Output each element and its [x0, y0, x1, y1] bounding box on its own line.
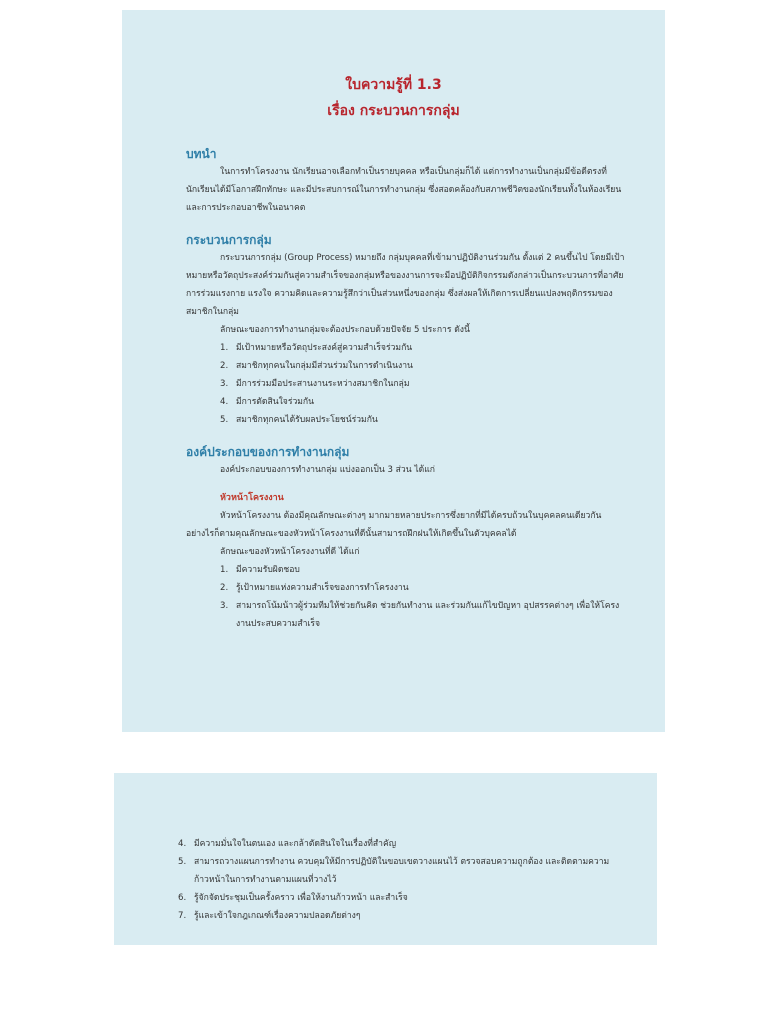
process-factor-list: [186, 339, 629, 429]
process-section: [186, 231, 629, 429]
page-1-content: [186, 145, 629, 633]
list-item: 1. มีเป้าหมายหรือวัตถุประสงค์สู่ความสำเร็จร่วมกัน: [220, 343, 413, 353]
list-item: 2. สมาชิกทุกคนในกลุ่มมีส่วนร่วมในการดำเนินงาน: [220, 361, 413, 371]
list-item: 2. รู้เป้าหมายแห่งความสำเร็จของการทำโครงงาน: [220, 583, 409, 593]
list-item: 3. สามารถโน้มน้าวผู้ร่วมทีมให้ช่วยกันคิด ช่วยกันทำงาน และร่วมกันแก้ไขปัญหา อุปสรรคต่างๆ เพื่อให้โครงงานประสบความสำเร็จ: [220, 601, 620, 629]
process-paragraph: กระบวนการกลุ่ม (Group Process) หมายถึง กลุ่มบุคคลที่เข้ามาปฏิบัติงานร่วมกัน ตั้งแต่ 2 คนขึ้นไป โดยมีเป้าหมายหรือวัตถุประสงค์ร่วมกันสู่ความสำเร็จของกลุ่มหรือของงานการจะมีอปฏิบัติกิจกรรมดังกล่าวเป็นกระบวนการที่อาศัยการร่วมแรงกาย แรงใจ ความคิดและความรู้สึกว่าเป็นส่วนหนึ่งของกลุ่ม ซึ่งส่งผลให้เกิดการเปลี่ยนแปลงพฤติกรรมของสมาชิกในกลุ่ม: [186, 253, 625, 317]
list-item: 7. รู้และเข้าใจกฎเกณฑ์เรื่องความปลอดภัยต่างๆ: [178, 911, 361, 921]
document-page-1: [122, 10, 665, 732]
components-section: [186, 443, 629, 633]
list-item: 4. มีความมั่นใจในตนเอง และกล้าตัดสินใจในเรื่องที่สำคัญ: [178, 839, 397, 849]
leader-trait-list: [186, 561, 629, 633]
document-subtitle: เรื่อง กระบวนการกลุ่ม: [327, 103, 460, 119]
list-item: 6. รู้จักจัดประชุมเป็นครั้งคราว เพื่อให้งานก้าวหน้า และสำเร็จ: [178, 893, 408, 903]
leader-paragraph: หัวหน้าโครงงาน ต้องมีคุณลักษณะต่างๆ มากมายหลายประการซึ่งยากที่มีได้ครบถ้วนในบุคคลคนเดียวกัน อย่างไรก็ตามคุณลักษณะของหัวหน้าโครงงานที่ดีนั้นสามารถฝึกฝนให้เกิดขึ้นในตัวบุคคลได้: [186, 511, 602, 539]
list-item: 3. มีการร่วมมือประสานงานระหว่างสมาชิกในกลุ่ม: [220, 379, 410, 389]
components-heading: องค์ประกอบของการทำงานกลุ่ม: [186, 445, 350, 459]
intro-heading: บทนำ: [186, 147, 217, 161]
list-item: 4. มีการตัดสินใจร่วมกัน: [220, 397, 315, 407]
process-list-intro: ลักษณะของการทำงานกลุ่มจะต้องประกอบด้วยปัจจัย 5 ประการ ดังนี้: [220, 325, 470, 335]
leader-subheading: หัวหน้าโครงงาน: [220, 493, 284, 503]
process-heading: กระบวนการกลุ่ม: [186, 233, 272, 247]
components-paragraph: องค์ประกอบของการทำงานกลุ่ม แบ่งออกเป็น 3 ส่วน ได้แก่: [220, 465, 435, 475]
leader-list-intro: ลักษณะของหัวหน้าโครงงานที่ดี ได้แก่: [220, 547, 360, 557]
list-item: 5. สามารถวางแผนการทำงาน ควบคุมให้มีการปฏิบัติในขอบเขตวางแผนไว้ ตรวจสอบความถูกต้อง และติดตามความก้าวหน้าในการทำงานตามแผนที่วางไว้: [178, 857, 610, 885]
list-item: 5. สมาชิกทุกคนได้รับผลประโยชน์ร่วมกัน: [220, 415, 378, 425]
document-page-2: [114, 773, 657, 945]
leader-trait-list-continued: [178, 835, 621, 925]
document-title: ใบความรู้ที่ 1.3: [345, 77, 442, 93]
intro-section: [186, 145, 629, 217]
page-2-content: [178, 835, 621, 925]
list-item: 1. มีความรับผิดชอบ: [220, 565, 300, 575]
intro-paragraph: ในการทำโครงงาน นักเรียนอาจเลือกทำเป็นรายบุคคล หรือเป็นกลุ่มก็ได้ แต่การทำงานเป็นกลุ่มมีข้อดีตรงที่นักเรียนได้มีโอกาสฝึกทักษะ และมีประสบการณ์ในการทำงานกลุ่ม ซึ่งสอดคล้องกับสภาพชีวิตของนักเรียนทั้งในห้องเรียน และการประกอบอาชีพในอนาคต: [186, 167, 622, 213]
